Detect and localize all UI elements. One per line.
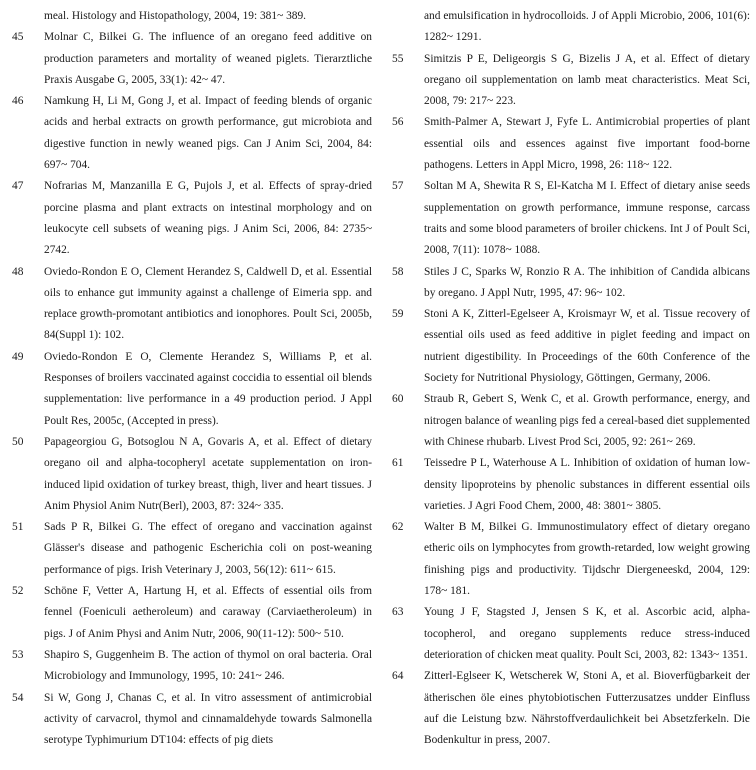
reference-number: 49 xyxy=(12,350,24,363)
reference-continuation xyxy=(392,6,750,49)
reference-item xyxy=(12,347,372,432)
reference-number: 61 xyxy=(392,457,404,470)
reference-number: 51 xyxy=(12,521,24,534)
reference-text: Schöne F, Vetter A, Hartung H, et al. Effects of essential oils from fennel (Foeniculi aetheroleum) and caraway (Carviaetheroleum) in pigs. J of Anim Physi and Anim Nutr, 2006, 90(11-12): 500~ 510. xyxy=(44,585,372,640)
reference-number: 57 xyxy=(392,180,404,193)
reference-text: Stiles J C, Sparks W, Ronzio R A. The inhibition of Candida albicans by oregano. J Appl Nutr, 1995, 47: 96~ 102. xyxy=(424,265,750,299)
reference-item xyxy=(12,517,372,581)
reference-column-left xyxy=(12,6,372,751)
reference-number: 55 xyxy=(392,52,404,65)
reference-item xyxy=(12,262,372,347)
reference-number: 47 xyxy=(12,180,24,193)
reference-item xyxy=(392,304,750,389)
reference-text: Soltan M A, Shewita R S, El-Katcha M I. Effect of dietary anise seeds supplementation on growth performance, immune response, carcass traits and some blood parameters of broiler chickens. Int J of Poult Sci, 2008, 7(11): 1078~ 1088. xyxy=(424,180,750,257)
reference-text: Sads P R, Bilkei G. The effect of oregano and vaccination against Glässer's disease and pathogenic Escherichia coli on post-weaning performance of pigs. Irish Veterinary J, 2003, 56(12): 611~ 615. xyxy=(44,521,372,576)
reference-item xyxy=(12,27,372,91)
reference-item xyxy=(392,262,750,305)
reference-number: 46 xyxy=(12,95,24,108)
reference-text: Straub R, Gebert S, Wenk C, et al. Growth performance, energy, and nitrogen balance of weanling pigs fed a cereal-based diet supplemented with Chinese rhubarb. Livest Prod Sci, 2005, 92: 261~ 269. xyxy=(424,393,750,448)
reference-number: 62 xyxy=(392,521,404,534)
reference-item xyxy=(12,176,372,261)
reference-number: 50 xyxy=(12,435,24,448)
reference-item xyxy=(12,432,372,517)
reference-number: 53 xyxy=(12,648,24,661)
reference-text: Molnar C, Bilkei G. The influence of an oregano feed additive on production parameters and mortality of weaned piglets. Tierarztliche Praxis Ausgabe G, 2005, 33(1): 42~ 47. xyxy=(44,31,372,86)
reference-item xyxy=(12,91,372,176)
reference-item xyxy=(392,517,750,602)
reference-text: Smith-Palmer A, Stewart J, Fyfe L. Antimicrobial properties of plant essential oils and essences against five important food-borne pathogens. Letters in Appl Micro, 1998, 26: 118~ 122. xyxy=(424,116,750,172)
reference-number: 59 xyxy=(392,308,404,321)
reference-text: Teissedre P L, Waterhouse A L. Inhibition of oxidation of human low-density lipoproteins by phenolic substances in different essential oils varieties. J Agri Food Chem, 2000, 48: 3801~ 3805. xyxy=(424,457,750,512)
reference-item xyxy=(392,453,750,517)
reference-text: Stoni A K, Zitterl-Egelseer A, Kroismayr W, et al. Tissue recovery of essential oils used as feed additive in piglet feeding and impact on nutrient digestibility. In Proceedings of the 60th Conference of the Society for Nutritional Physiology, Göttingen, Germany, 2006. xyxy=(424,308,750,385)
reference-number: 58 xyxy=(392,265,404,278)
reference-text: Shapiro S, Guggenheim B. The action of thymol on oral bacteria. Oral Microbiology and Immunology, 1995, 10: 241~ 246. xyxy=(44,648,372,683)
reference-number: 60 xyxy=(392,393,404,406)
reference-item xyxy=(392,666,750,751)
reference-number: 52 xyxy=(12,585,24,598)
reference-item xyxy=(392,176,750,261)
reference-number: 45 xyxy=(12,31,24,44)
reference-text: Young J F, Stagsted J, Jensen S K, et al. Ascorbic acid, alpha-tocopherol, and oregano supplements reduce stress-induced deterioration of chicken meat quality. Poult Sci, 2003, 82: 1343~ 1351. xyxy=(424,606,750,661)
reference-item xyxy=(392,49,750,113)
reference-text: and emulsification in hydrocolloids. J of Appli Microbio, 2006, 101(6): 1282~ 1291. xyxy=(424,10,750,44)
reference-item xyxy=(12,688,372,752)
reference-item xyxy=(392,389,750,453)
reference-text: Oviedo-Rondon E O, Clemente Herandez S, Williams P, et al. Responses of broilers vaccinated against coccidia to essential oil blends supplementation: live performance in a 49 production period. J Appl Poult Res, 2005c, (Accepted in press). xyxy=(44,350,372,427)
reference-column-right xyxy=(392,6,750,751)
reference-number: 63 xyxy=(392,606,404,619)
reference-item xyxy=(392,112,750,176)
reference-text: Oviedo-Rondon E O, Clement Herandez S, Caldwell D, et al. Essential oils to enhance gut immunity against a challenge of Eimeria spp. and replace growth-promotant antibiotics and ionophores. Poult Sci, 2005b, 84(Suppl 1): 102. xyxy=(44,265,372,342)
reference-text: Si W, Gong J, Chanas C, et al. In vitro assessment of antimicrobial activity of carvacrol, thymol and cinnamaldehyde towards Salmonella serotype Typhimurium DT104: effects of pig diets xyxy=(44,691,372,747)
reference-continuation xyxy=(12,6,372,27)
reference-number: 54 xyxy=(12,691,24,704)
reference-text: Nofrarias M, Manzanilla E G, Pujols J, et al. Effects of spray-dried porcine plasma and plant extracts on intestinal morphology and on leukocyte cell subsets of weaning pigs. J Anim Sci, 2006, 84: 2735~ 2742. xyxy=(44,180,372,257)
reference-item xyxy=(12,645,372,688)
reference-text: Namkung H, Li M, Gong J, et al. Impact of feeding blends of organic acids and herbal extracts on growth performance, gut microbiota and digestive function in newly weaned pigs. Can J Anim Sci, 2004, 84: 697~ 704. xyxy=(44,95,372,172)
reference-text: Zitterl-Eglseer K, Wetscherek W, Stoni A, et al. Bioverfügbarkeit der ätherischen öle eines phytobiotischen Futterzusatzes undder Einfluss auf die Leistung bzw. Nährstoffverdaulichkeit bei Absetzferkeln. Die Bodenkultur in press, 2007. xyxy=(424,670,750,747)
reference-number: 48 xyxy=(12,265,24,278)
reference-number: 56 xyxy=(392,116,404,129)
reference-text: Walter B M, Bilkei G. Immunostimulatory effect of dietary oregano etheric oils on lymphocytes from growth-retarded, low weight growing finishing pigs and productivity. Tijdschr Diergeneeskd, 2004, 129: 178~ 181. xyxy=(424,521,750,598)
reference-number: 64 xyxy=(392,670,404,683)
reference-text: Papageorgiou G, Botsoglou N A, Govaris A, et al. Effect of dietary oregano oil and alpha-tocopheryl acetate supplementation on iron-induced lipid oxidation of turkey breast, thigh, liver and heart tissues. J Anim Physiol Anim Nutr(Berl), 2003, 87: 324~ 335. xyxy=(44,435,372,512)
reference-text: meal. Histology and Histopathology, 2004, 19: 381~ 389. xyxy=(44,10,307,22)
reference-item xyxy=(392,602,750,666)
reference-text: Simitzis P E, Deligeorgis S G, Bizelis J A, et al. Effect of dietary oregano oil supplementation on lamb meat characteristics. Meat Sci, 2008, 79: 217~ 223. xyxy=(424,52,750,108)
reference-item xyxy=(12,581,372,645)
